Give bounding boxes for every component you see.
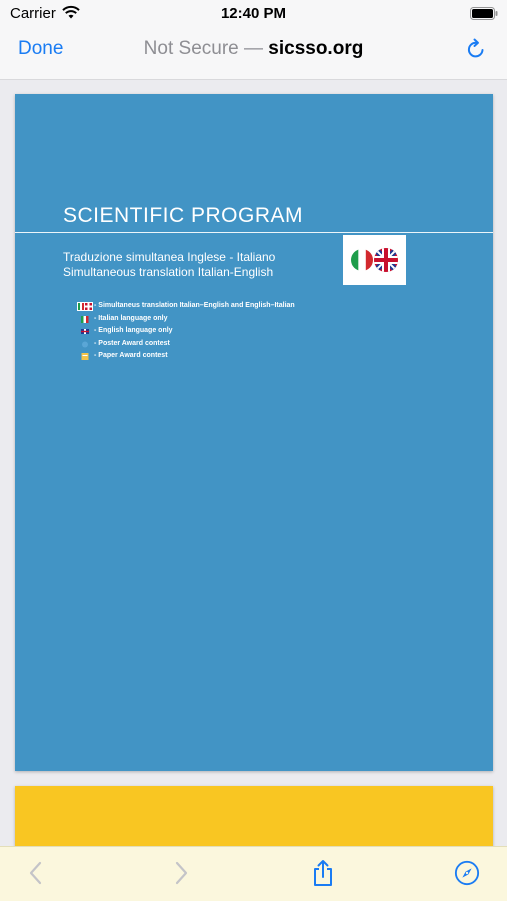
italy-uk-flags-icon [343, 235, 406, 285]
paper-award-icon [77, 352, 93, 361]
forward-chevron-icon[interactable] [168, 859, 194, 887]
legend-text: - Italian language only [94, 314, 168, 322]
share-icon[interactable] [310, 859, 336, 887]
carrier-label: Carrier [10, 5, 56, 22]
uk-flag-icon [77, 327, 93, 336]
title-divider [15, 232, 493, 233]
browser-toolbar [0, 846, 507, 901]
safari-compass-icon[interactable] [454, 859, 480, 887]
document-viewer[interactable] [0, 80, 507, 846]
url-display[interactable] [0, 38, 507, 60]
subtitle-english: Simultaneous translation Italian-English [63, 265, 274, 279]
battery-icon [470, 7, 498, 20]
pdf-page [15, 94, 493, 771]
reload-icon[interactable] [465, 38, 487, 60]
page-title: SCIENTIFIC PROGRAM [63, 204, 304, 227]
url-domain: sicsso.org [268, 38, 364, 59]
legend-text: - English language only [94, 327, 173, 334]
poster-award-icon [77, 340, 93, 349]
pdf-page-next [15, 786, 493, 846]
status-time: 12:40 PM [220, 5, 287, 22]
back-chevron-icon[interactable] [24, 859, 50, 887]
legend-text: - Paper Award contest [94, 352, 168, 359]
browser-nav-bar [0, 28, 507, 80]
italy-flag-icon [77, 315, 93, 324]
security-label: Not Secure — [143, 38, 269, 59]
legend-text: - Poster Award contest [94, 339, 170, 347]
italy-uk-flags-icon [77, 302, 93, 311]
legend-text: - Simultaneus translation Italian–English and English–Italian [94, 302, 295, 309]
subtitle-italian: Traduzione simultanea Inglese - Italiano [63, 250, 276, 264]
done-button[interactable]: Done [18, 38, 64, 59]
status-bar [0, 0, 507, 28]
